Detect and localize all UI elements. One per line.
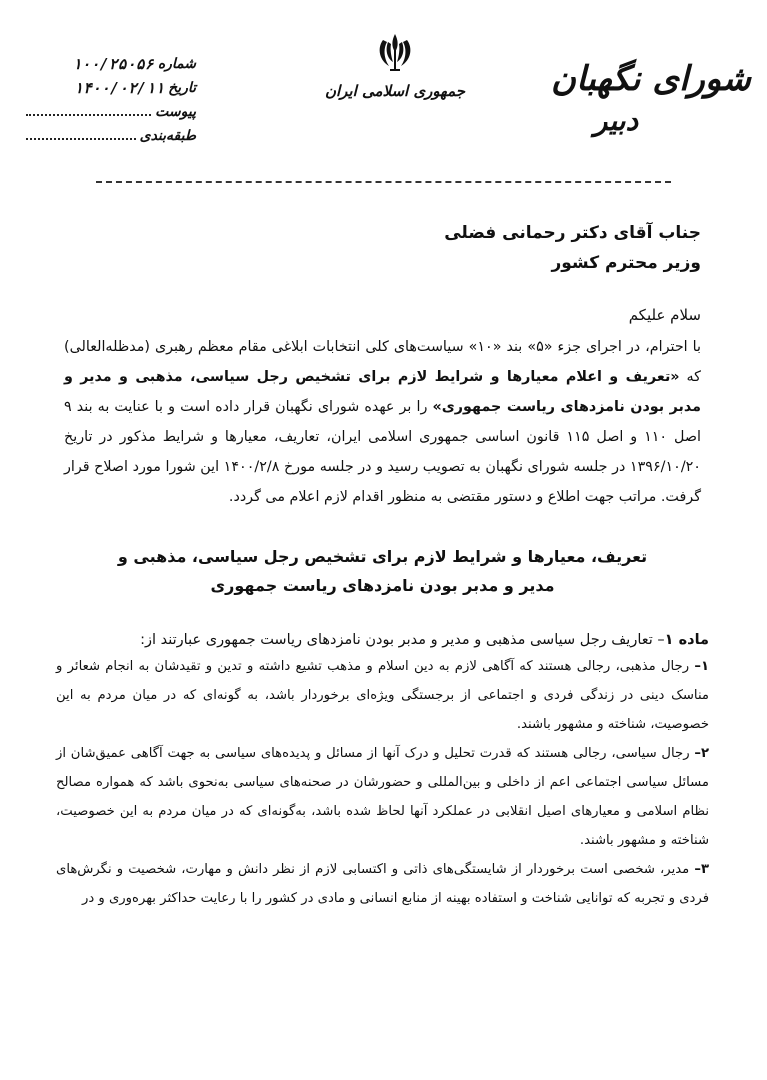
secretary-label: دبیر	[593, 104, 639, 137]
attachment-label: پیوست	[155, 104, 196, 120]
item-number: ۱–	[694, 659, 709, 674]
article-1-heading	[56, 628, 709, 652]
document-title: تعریف، معیارها و شرایط لازم برای تشخیص رجل سیاسی، مذهبی و مدیر و مدبر بودن نامزدهای ریاست جمهوری	[117, 547, 648, 595]
letter-meta	[26, 52, 196, 148]
item-number: ۳–	[694, 862, 709, 877]
date-value: ۱۴۰۰/۰۲/۱۱	[73, 79, 165, 97]
republic-label: جمهوری اسلامی ایران	[324, 82, 466, 100]
intro-bold: «تعریف و اعلام معیارها و شرایط لازم برای تشخیص رجل سیاسی، مذهبی و مدیر و مدبر بودن نامزدهای ریاست جمهوری»	[64, 369, 701, 415]
letterhead-right	[551, 59, 751, 137]
item-text: مدیر، شخصی است برخوردار از شایستگی‌های ذاتی و اکتسابی لازم از نظر دانش و مهارت، شخصیت و نگرش‌های فردی و تجربه که توانایی شناخت و استفاده بهینه از منابع انسانی و مادی در کشور را با رعایت حداکثر بهره‌وری و در	[56, 862, 709, 906]
item-text: رجال مذهبی، رجالی هستند که آگاهی لازم به دین اسلام و مذهب تشیع داشته و تدین و تقیدشان به انجام شعائر و مناسک دینی در زندگی فردی و اجتماعی از برجستگی ویژه‌ای برخوردار باشد، به گونه‌ای که در میان مردم به این خصوصیت، شناخته و مشهور باشند.	[56, 659, 709, 732]
number-label: شماره	[157, 56, 196, 72]
intro-part2: را بر عهده شورای نگهبان قرار داده است و با عنایت به بند ۹ اصل ۱۱۰ و اصل ۱۱۵ قانون اساسی جمهوری اسلامی ایران، تعاریف، معیارها و شرایط مذکور در تاریخ ۱۳۹۶/۱۰/۲۰ در جلسه شورای نگهبان به تصویب رسید و در جلسه مورخ ۱۴۰۰/۲/۸ این شورا مورد اصلاح قرار گرفت. مراتب جهت اطلاع و دستور مقتضی به منظور اقدام لازم اعلام می گردد.	[64, 399, 701, 505]
header-divider	[96, 181, 671, 183]
date-row	[26, 76, 196, 100]
article-1-item	[56, 652, 709, 739]
classification-dots	[26, 138, 136, 140]
number-value: ۱۰۰/۲۵۰۵۶	[72, 55, 154, 73]
item-text: رجال سیاسی، رجالی هستند که قدرت تحلیل و درک آنها از مسائل و پدیده‌های سیاسی به جهت آگاهی عمیق‌شان از مسائل سیاسی اجتماعی اعم از داخلی و بین‌المللی و حضورشان در صحنه‌های سیاسی به‌نحوی باشد که همواره مصالح نظام اسلامی و معیارهای اصیل انقلابی در عملکرد آنها لحاظ شده باشد، به‌گونه‌ای که در میان مردم به این خصوصیت، شناخته و مشهور باشند.	[56, 746, 709, 848]
council-name: شورای نگهبان	[551, 59, 751, 99]
letter-body	[64, 218, 701, 600]
greeting: سلام علیکم	[628, 306, 701, 324]
date-label: تاریخ	[168, 80, 196, 96]
attachment-dots	[26, 114, 151, 116]
item-number: ۲–	[694, 746, 709, 761]
article-1-heading-text: – تعاریف رجل سیاسی مذهبی و مدیر و مدبر بودن نامزدهای ریاست جمهوری عبارتند از:	[140, 632, 665, 648]
classification-label: طبقه‌بندی	[139, 128, 196, 144]
classification-row	[26, 124, 196, 148]
intro-paragraph	[64, 332, 701, 512]
addressee-name: جناب آقای دکتر رحمانی فضلی	[444, 223, 701, 243]
article-1-item	[56, 855, 709, 913]
addressee-title: وزیر محترم کشور	[551, 253, 701, 273]
article-1-label: ماده ۱	[664, 632, 709, 648]
letterhead-center	[320, 30, 470, 100]
attachment-row	[26, 100, 196, 124]
iran-emblem-icon	[373, 30, 417, 74]
article-1	[56, 628, 709, 913]
intro-part1: با احترام، در اجرای جزء «۵» بند «۱۰» سیاست‌های کلی انتخابات ابلاغی مقام معظم رهبری (مدظله‌العالی) که	[64, 339, 701, 385]
number-row	[26, 52, 196, 76]
article-1-item	[56, 739, 709, 855]
